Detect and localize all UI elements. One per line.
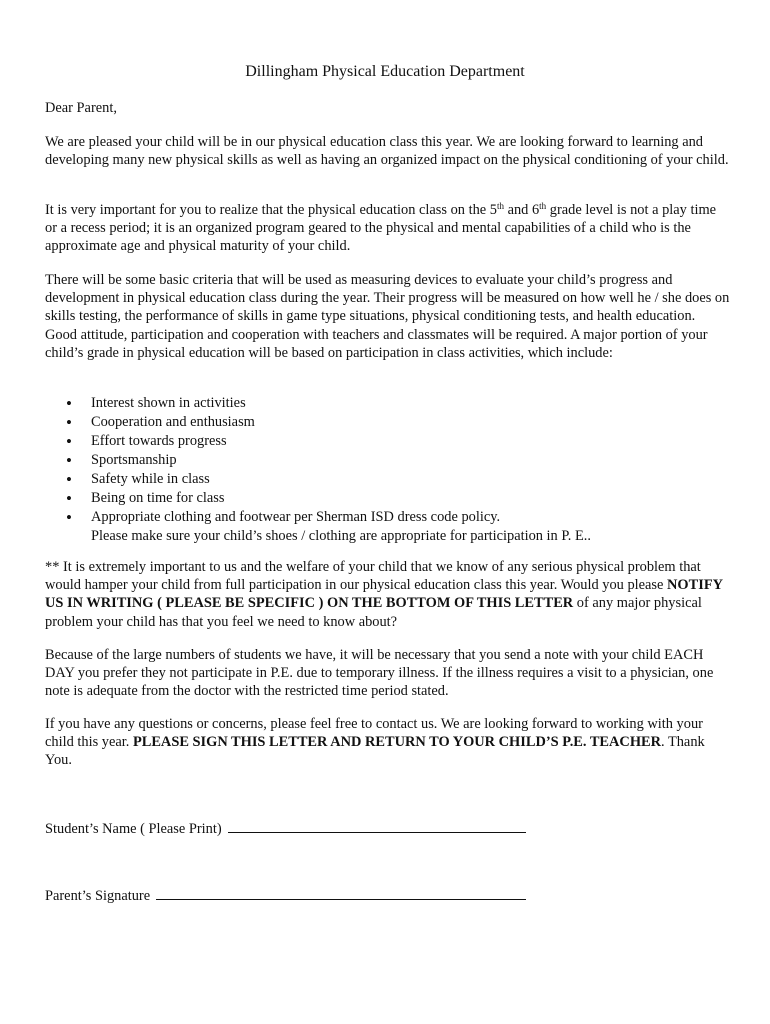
- paragraph-contact: [45, 715, 730, 770]
- list-item: • Being on time for class: [45, 489, 730, 508]
- paragraph-importance: [45, 201, 730, 256]
- p2-text-b: and 6: [504, 202, 540, 218]
- p2-sup-2: th: [539, 201, 547, 211]
- page-title: Dillingham Physical Education Department: [245, 63, 525, 80]
- list-item: • Sportsmanship: [45, 451, 730, 470]
- p4-text-a: ** It is extremely important to us and the welfare of your child that we know of any serious physical problem that would hamper your child from full participation in our physical education class this year. Would you please: [45, 559, 701, 594]
- parent-signature-label: Parent’s Signature: [45, 888, 151, 904]
- criteria-note: Please make sure your child’s shoes / clothing are appropriate for participation in P. E..: [91, 528, 591, 544]
- p6-bold: PLEASE SIGN THIS LETTER AND RETURN TO YOUR CHILD’S P.E. TEACHER: [132, 734, 662, 751]
- p6-text-b: . Thank You.: [45, 734, 705, 769]
- paragraph-illness: Because of the large numbers of students we have, it will be necessary that you send a note with your child EACH DAY you prefer they not participate in P.E. due to temporary illness. If the illness requires a visit to a physician, one note is adequate from the doctor with the restricted time period stated.: [45, 647, 714, 700]
- parent-signature-field[interactable]: [156, 885, 526, 900]
- list-item: • Cooperation and enthusiasm: [45, 413, 730, 432]
- student-name-row: [45, 818, 730, 838]
- p2-text-c: grade level is not a play time or a recess period; it is an organized program geared to the physical and mental capabilities of a child who is the approximate age and physical maturity of your child.: [45, 202, 717, 255]
- paragraph-criteria: There will be some basic criteria that will be used as measuring devices to evaluate your child’s progress and development in physical education class during the year. Their progress will be measured on how well he / she does on skills testing, the performance of skills in game type situations, physical conditioning tests, and health education. Good attitude, participation and cooperation with teachers and classmates will be required. A major portion of your child’s grade in physical education will be based on participation in class activities, which include:: [45, 272, 730, 361]
- paragraph-welcome: We are pleased your child will be in our physical education class this year. We are looking forward to learning and developing many new physical skills as well as having an organized impact on the physical conditioning of your child.: [45, 134, 729, 169]
- student-name-label: Student’s Name ( Please Print): [45, 821, 222, 837]
- criteria-item-text: Appropriate clothing and footwear per Sherman ISD dress code policy.: [91, 509, 501, 525]
- list-item: • Safety while in class: [45, 470, 730, 489]
- salutation: Dear Parent,: [45, 100, 117, 116]
- parent-signature-row: [45, 885, 730, 905]
- p2-sup-1: th: [496, 201, 504, 211]
- list-item: • Interest shown in activities: [45, 394, 730, 413]
- criteria-list: [45, 394, 730, 546]
- p4-text-b: of any major physical problem your child has that you feel we need to know about?: [45, 595, 702, 630]
- student-name-field[interactable]: [228, 818, 526, 833]
- list-item: • Effort towards progress: [45, 432, 730, 451]
- paragraph-medical-notice: [45, 558, 730, 631]
- list-item: [45, 508, 730, 546]
- p4-bold: NOTIFY US IN WRITING ( PLEASE BE SPECIFIC ) ON THE BOTTOM OF THIS LETTER: [45, 577, 723, 612]
- p2-text-a: It is very important for you to realize that the physical education class on the 5: [45, 202, 497, 218]
- p6-text-a: If you have any questions or concerns, please feel free to contact us. We are looking forward to working with your child this year.: [45, 716, 703, 751]
